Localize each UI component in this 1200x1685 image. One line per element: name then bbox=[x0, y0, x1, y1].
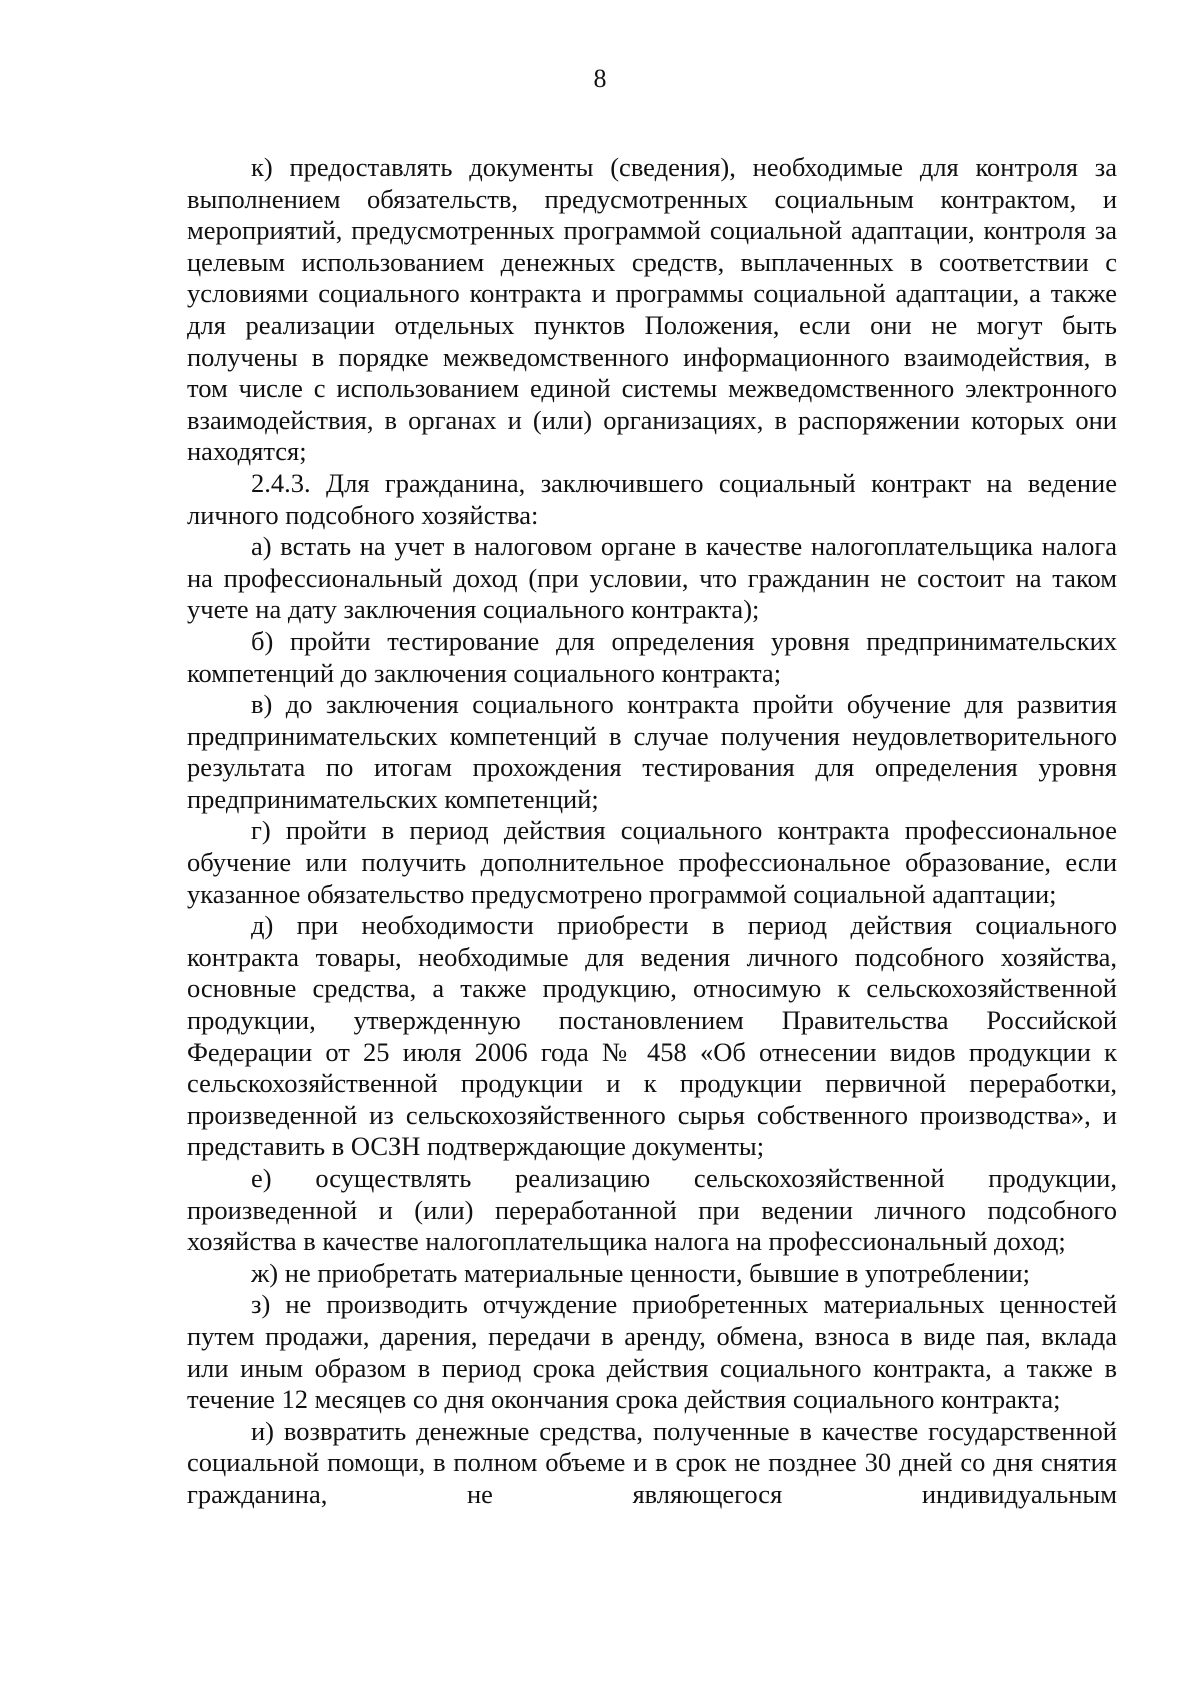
paragraph-2-4-3: 2.4.3. Для гражданина, заключившего социальный контракт на ведение личного подсобного хозяйства: bbox=[187, 467, 1117, 530]
paragraph-b: б) пройти тестирование для определения уровня предпринимательских компетенций до заключения социального контракта; bbox=[187, 625, 1117, 688]
paragraph-i: и) возвратить денежные средства, полученные в качестве государственной социальной помощи, в полном объеме и в срок не позднее 30 дней со дня снятия гражданина, не являющегося индивидуальным bbox=[187, 1415, 1117, 1509]
paragraph-g: г) пройти в период действия социального контракта профессиональное обучение или получить дополнительное профессиональное образование, если указанное обязательство предусмотрено программой социальной адаптации; bbox=[187, 815, 1117, 909]
paragraph-k: к) предоставлять документы (сведения), необходимые для контроля за выполнением обязательств, предусмотренных социальным контрактом, и мероприятий, предусмотренных программой социальной адаптации, контроля за целевым использованием денежных средств, выплаченных в соответствии с условиями социального контракта и программы социальной адаптации, а также для реализации отдельных пунктов Положения, если они не могут быть получены в порядке межведомственного информационного взаимодействия, в том числе с использованием единой системы межведомственного электронного взаимодействия, в органах и (или) организациях, в распоряжении которых они находятся; bbox=[187, 152, 1117, 467]
paragraph-a: а) встать на учет в налоговом органе в качестве налогоплательщика налога на профессиональный доход (при условии, что гражданин не состоит на таком учете на дату заключения социального контракта); bbox=[187, 531, 1117, 625]
paragraph-d: д) при необходимости приобрести в период действия социального контракта товары, необходимые для ведения личного подсобного хозяйства, основные средства, а также продукцию, относимую к сельскохозяйственной продукции, утвержденную постановлением Правительства Российской Федерации от 25 июля 2006 года № 458 «Об отнесении видов продукции к сельскохозяйственной продукции и к продукции первичной переработки, произведенной из сельскохозяйственного сырья собственного производства», и представить в ОСЗН подтверждающие документы; bbox=[187, 910, 1117, 1162]
paragraph-e: е) осуществлять реализацию сельскохозяйственной продукции, произведенной и (или) переработанной при ведении личного подсобного хозяйства в качестве налогоплательщика налога на профессиональный доход; bbox=[187, 1163, 1117, 1257]
paragraph-v: в) до заключения социального контракта пройти обучение для развития предпринимательских компетенций в случае получения неудовлетворительного результата по итогам прохождения тестирования для определения уровня предпринимательских компетенций; bbox=[187, 689, 1117, 814]
document-body bbox=[187, 152, 1117, 1511]
page-number: 8 bbox=[593, 64, 607, 93]
paragraph-zh: ж) не приобретать материальные ценности, бывшие в употреблении; bbox=[251, 1257, 1030, 1288]
paragraph-z: з) не производить отчуждение приобретенных материальных ценностей путем продажи, дарения, передачи в аренду, обмена, взноса в виде пая, вклада или иным образом в период срока действия социального контракта, а также в течение 12 месяцев со дня окончания срока действия социального контракта; bbox=[187, 1289, 1117, 1415]
